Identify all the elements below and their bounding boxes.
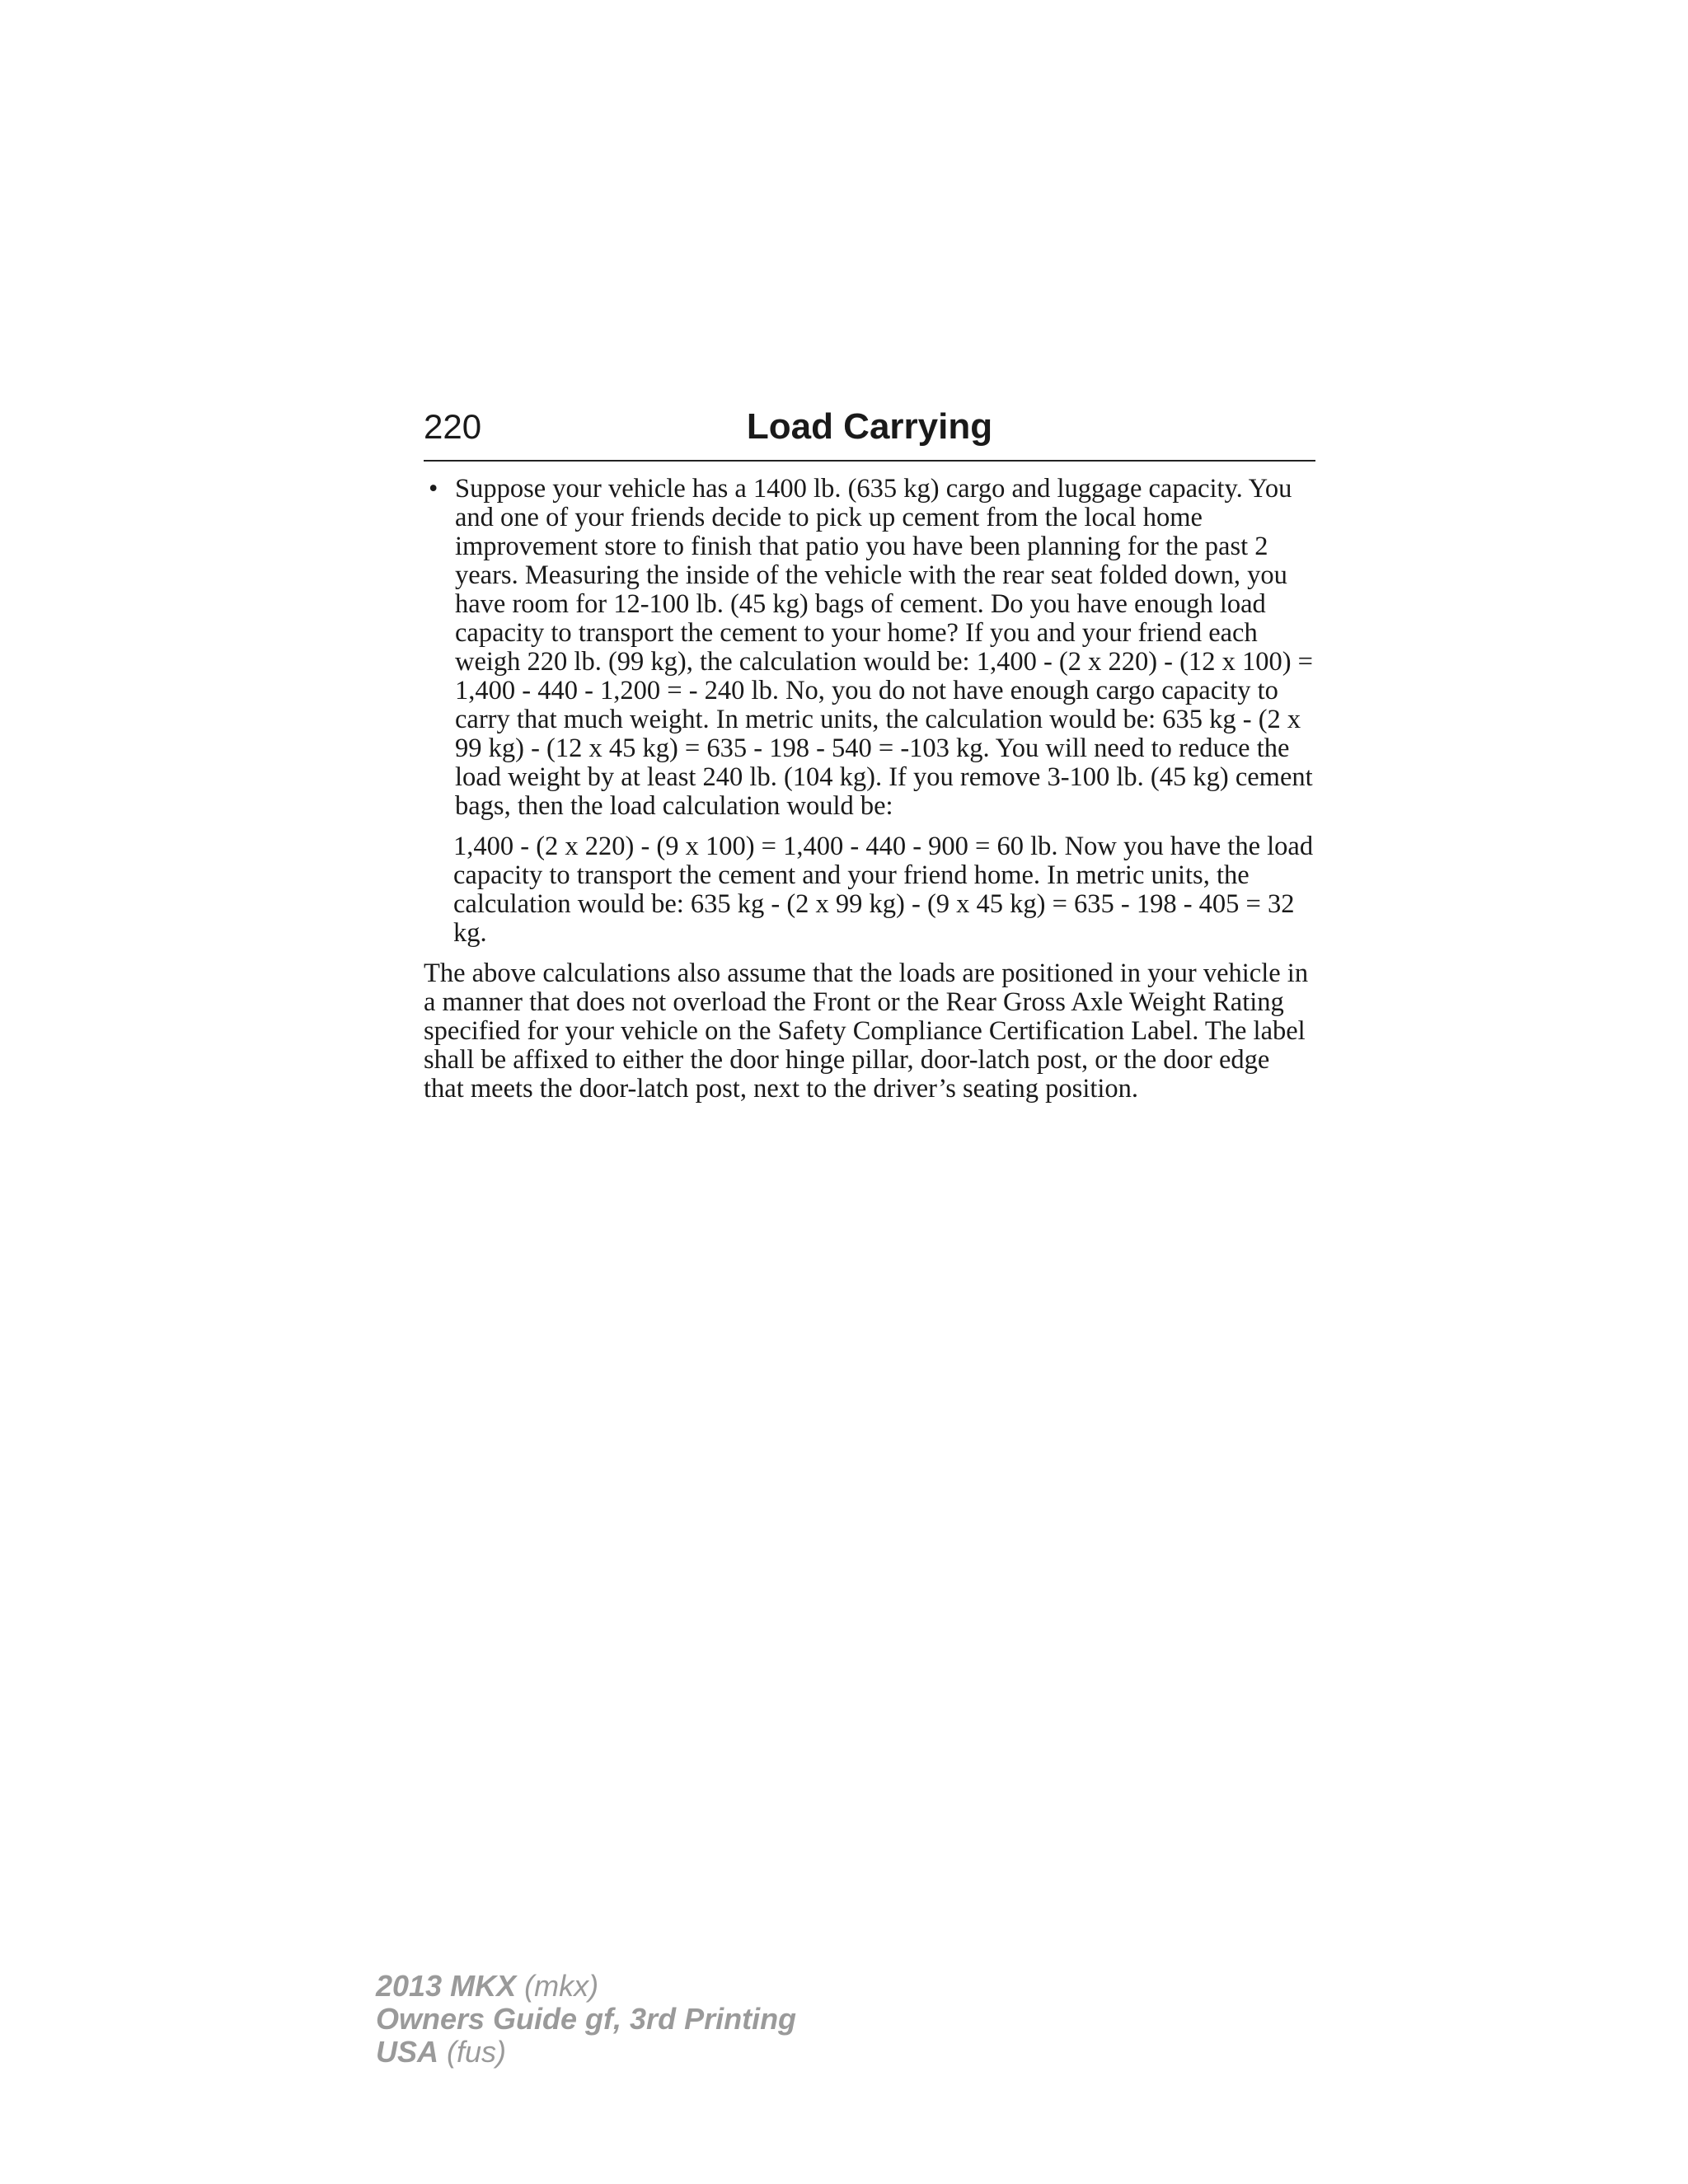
section-title: Load Carrying [746,406,993,447]
footer-line-model: 2013 MKX (mkx) [376,1969,599,2003]
page-header [424,402,1315,462]
bullet-text: Suppose your vehicle has a 1400 lb. (635 kg) cargo and luggage capacity. You and one of your friends decide to pick up cement from the local home improvement store to finish that patio you have been planning for the past 2 years. Measuring the inside of the vehicle with the rear seat folded down, you have room for 12-100 lb. (45 kg) bags of cement. Do you have enough load capacity to transport the cement to your home? If you and your friend each weigh 220 lb. (99 kg), the calculation would be: 1,400 - (2 x 220) - (12 x 100) = 1,400 - 440 - 1,200 = - 240 lb. No, you do not have enough cargo capacity to carry that much weight. In metric units, the calculation would be: 635 kg - (2 x 99 kg) - (12 x 45 kg) = 635 - 198 - 540 = -103 kg. You will need to reduce the load weight by at least 240 lb. (104 kg). If you remove 3-100 lb. (45 kg) cement bags, then the load calculation would be: [455,474,1313,821]
bullet-continuation: 1,400 - (2 x 220) - (9 x 100) = 1,400 - 440 - 900 = 60 lb. Now you have the load capacity to transport the cement and your friend home. In metric units, the calculation would be: 635 kg - (2 x 99 kg) - (9 x 45 kg) = 635 - 198 - 405 = 32 kg. [453,832,1314,948]
bullet-item [424,475,1315,821]
bullet-icon: • [429,474,438,504]
footer-line-region: USA (fus) [376,2035,507,2069]
page-number: 220 [424,407,482,446]
footer-line-guide: Owners Guide gf, 3rd Printing [376,2002,797,2036]
footer [376,1970,796,2069]
body-paragraph: The above calculations also assume that the loads are positioned in your vehicle in a manner that does not overload the Front or the Rear Gross Axle Weight Rating specified for your vehicle on the Safety Compliance Certification Label. The label shall be affixed to either the door hinge pillar, door-latch post, or the door edge that meets the door-latch post, next to the driver’s seating position. [424,958,1309,1104]
page-content [424,475,1315,1104]
